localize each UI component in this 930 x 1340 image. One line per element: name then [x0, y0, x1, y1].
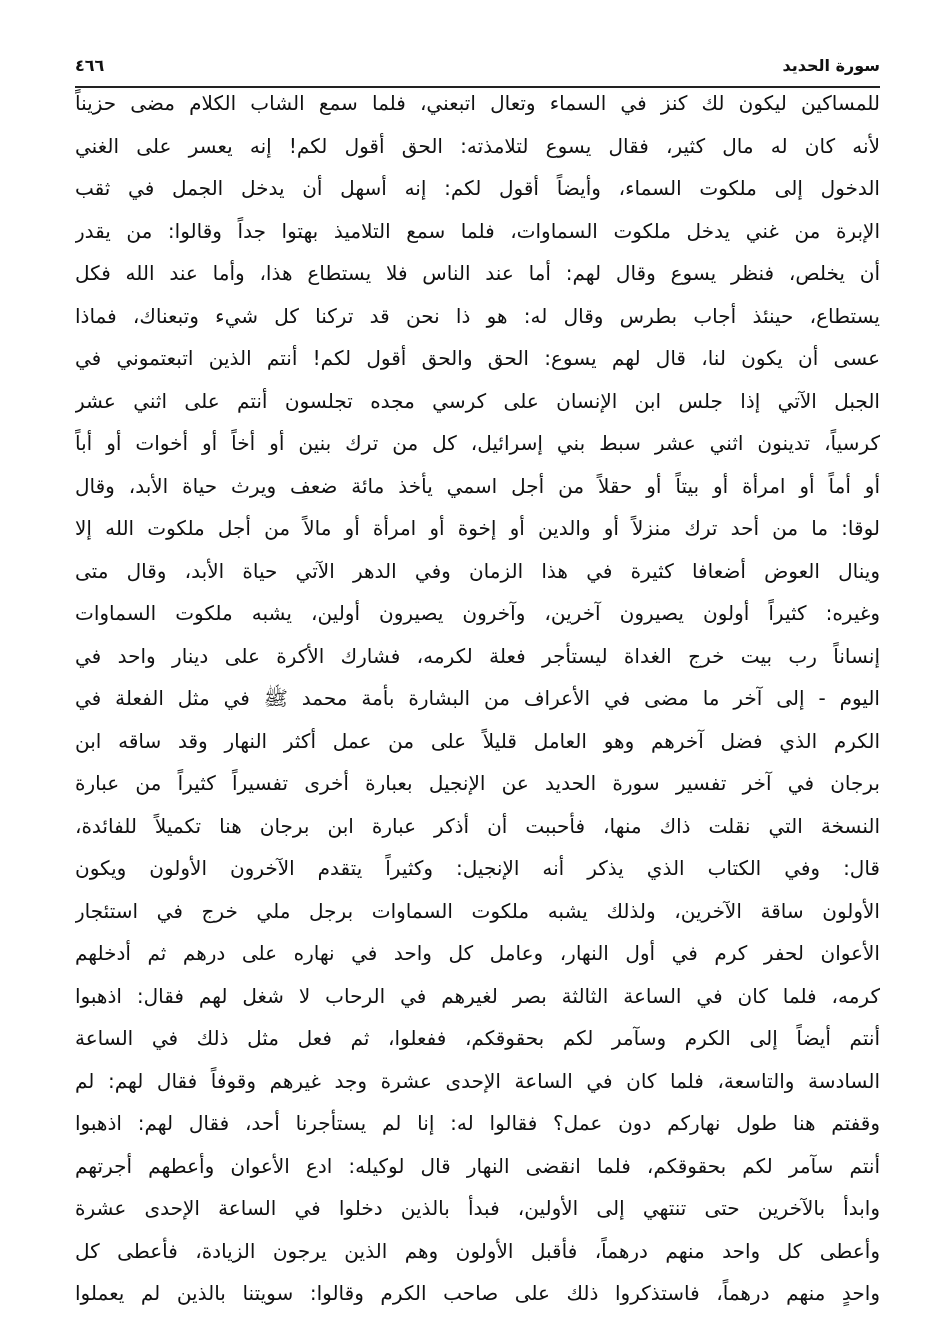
page-number: ٤٦٦ — [75, 56, 105, 75]
text-line: أو أماً أو امرأة أو بيتاً أو حقلاً من أجل اسمي يأخذ مائة ضعف ويرث حياة الأبد، وقال — [75, 473, 880, 498]
text-line: لأنه كان له مال كثير، فقال يسوع لتلامذته: الحق أقول لكم! إنه يعسر على الغني — [75, 133, 880, 158]
text-line: النسخة التي نقلت ذاك منها، فأحببت أن أذكر عبارة ابن برجان هنا تكميلاً للفائدة، — [75, 813, 880, 838]
text-line: وقفتم هنا طول نهاركم دون عمل؟ فقالوا له: إنا لم يستأجرنا أحد، فقال لهم: اذهبوا — [75, 1111, 880, 1135]
body-text — [75, 82, 880, 1315]
text-line: قال: وفي الكتاب الذي يذكر أنه الإنجيل: وكثيراً يتقدم الآخرون الأولون ويكون — [75, 856, 880, 880]
text-line: الكرم الذي فضل آخرهم وهو العامل قليلاً على من عمل أكثر النهار وقد ساقه ابن — [75, 728, 880, 753]
surah-title: سورة الحديد — [782, 56, 880, 75]
text-line: اليوم - إلى آخر ما مضى في الأعراف من البشارة بأمة محمد ﷺ في مثل الفعلة في — [75, 686, 880, 710]
text-line: واحدٍ منهم درهماً، فاستذكروا ذلك على صاحب الكرم وقالوا: سويتنا بالذين لم يعملوا — [75, 1281, 880, 1305]
text-line: وغيره: كثيراً أولون يصيرون آخرين، وآخرون يصيرون أولين، يشبه ملكوت السماوات — [75, 601, 880, 625]
text-line: السادسة والتاسعة، فلما كان في الساعة الإحدى عشرة وجد غيرهم وقوفاً فقال لهم: لم — [75, 1068, 880, 1093]
text-line: عسى أن يكون لنا، قال لهم يسوع: الحق والحق أقول لكم! أنتم الذين اتبعتموني في — [75, 346, 880, 370]
text-line: وأعطى كل واحد منهم درهماً، فأقبل الأولون وهم الذين يرجون الزيادة، فأعطى كل — [75, 1238, 880, 1263]
text-line: إنساناً رب بيت خرج الغداة ليستأجر فعلة لكرمه، فشارك الأكرة على دينار واحد في — [75, 643, 880, 668]
text-line: الأولون ساقة الآخرين، ولذلك يشبه ملكوت السماوات برجل ملي خرج في استئجار — [75, 898, 880, 923]
text-line: أنتم سآمر لكم بحقوقكم، فلما انقضى النهار قال لوكيله: ادع الأعوان وأعطهم أجرتهم — [75, 1153, 880, 1178]
text-line: وينال العوض أضعافا كثيرة في هذا الزمان وفي الدهر الآتي حياة الأبد، وقال متى — [75, 558, 880, 583]
text-line: الإبرة من غني يدخل ملكوت السماوات، فلما سمع التلاميذ بهتوا جداً وقالوا: من يقدر — [75, 218, 880, 243]
text-line: كرمه، فلما كان في الساعة الثالثة بصر لغيرهم في الرحاب لا شغل لهم فقال: اذهبوا — [75, 983, 880, 1008]
text-line: برجان في آخر تفسير سورة الحديد عن الإنجيل بعبارة أخرى تفسيراً كثيراً من عبارة — [75, 771, 880, 795]
text-line: لوقا: ما من أحد ترك منزلاً أو والدين أو إخوة أو امرأة أو مالاً من أجل ملكوت الله إلا — [75, 516, 880, 540]
text-line: أنتم أيضاً إلى الكرم وسآمر لكم بحقوقكم، ففعلوا، ثم فعل مثل ذلك في الساعة — [75, 1026, 880, 1050]
text-line: كرسياً، تدينون اثني عشر سبط بني إسرائيل، كل من ترك بنين أو أخاً أو أخوات أو أباً — [75, 431, 880, 455]
text-line: الأعوان لحفر كرم في أول النهار، وعامل كل واحد في نهاره على درهم ثم أدخلهم — [75, 941, 880, 965]
text-line: للمساكين ليكون لك كنز في السماء وتعال اتبعني، فلما سمع الشاب الكلام مضى حزيناً — [75, 91, 880, 115]
text-line: يستطاع، حينئذ أجاب بطرس وقال له: هو ذا نحن قد تركنا كل شيء وتبعناك، فماذا — [75, 303, 880, 328]
text-line: الجبل الآتي إذا جلس ابن الإنسان على كرسي مجده تجلسون أنتم على اثني عشر — [75, 388, 880, 413]
text-line: الدخول إلى ملكوت السماء، وأيضاً أقول لكم: إنه أسهل أن يدخل الجمل في ثقب — [75, 176, 880, 200]
text-line: وابدأ بالآخرين حتى تنتهي إلى الأولين، فبدأ بالذين دخلوا في الساعة الإحدى عشرة — [75, 1196, 880, 1220]
text-line: أن يخلص، فنظر يسوع وقال لهم: أما عند الناس فلا يستطاع هذا، وأما عند الله فكل — [75, 261, 880, 285]
